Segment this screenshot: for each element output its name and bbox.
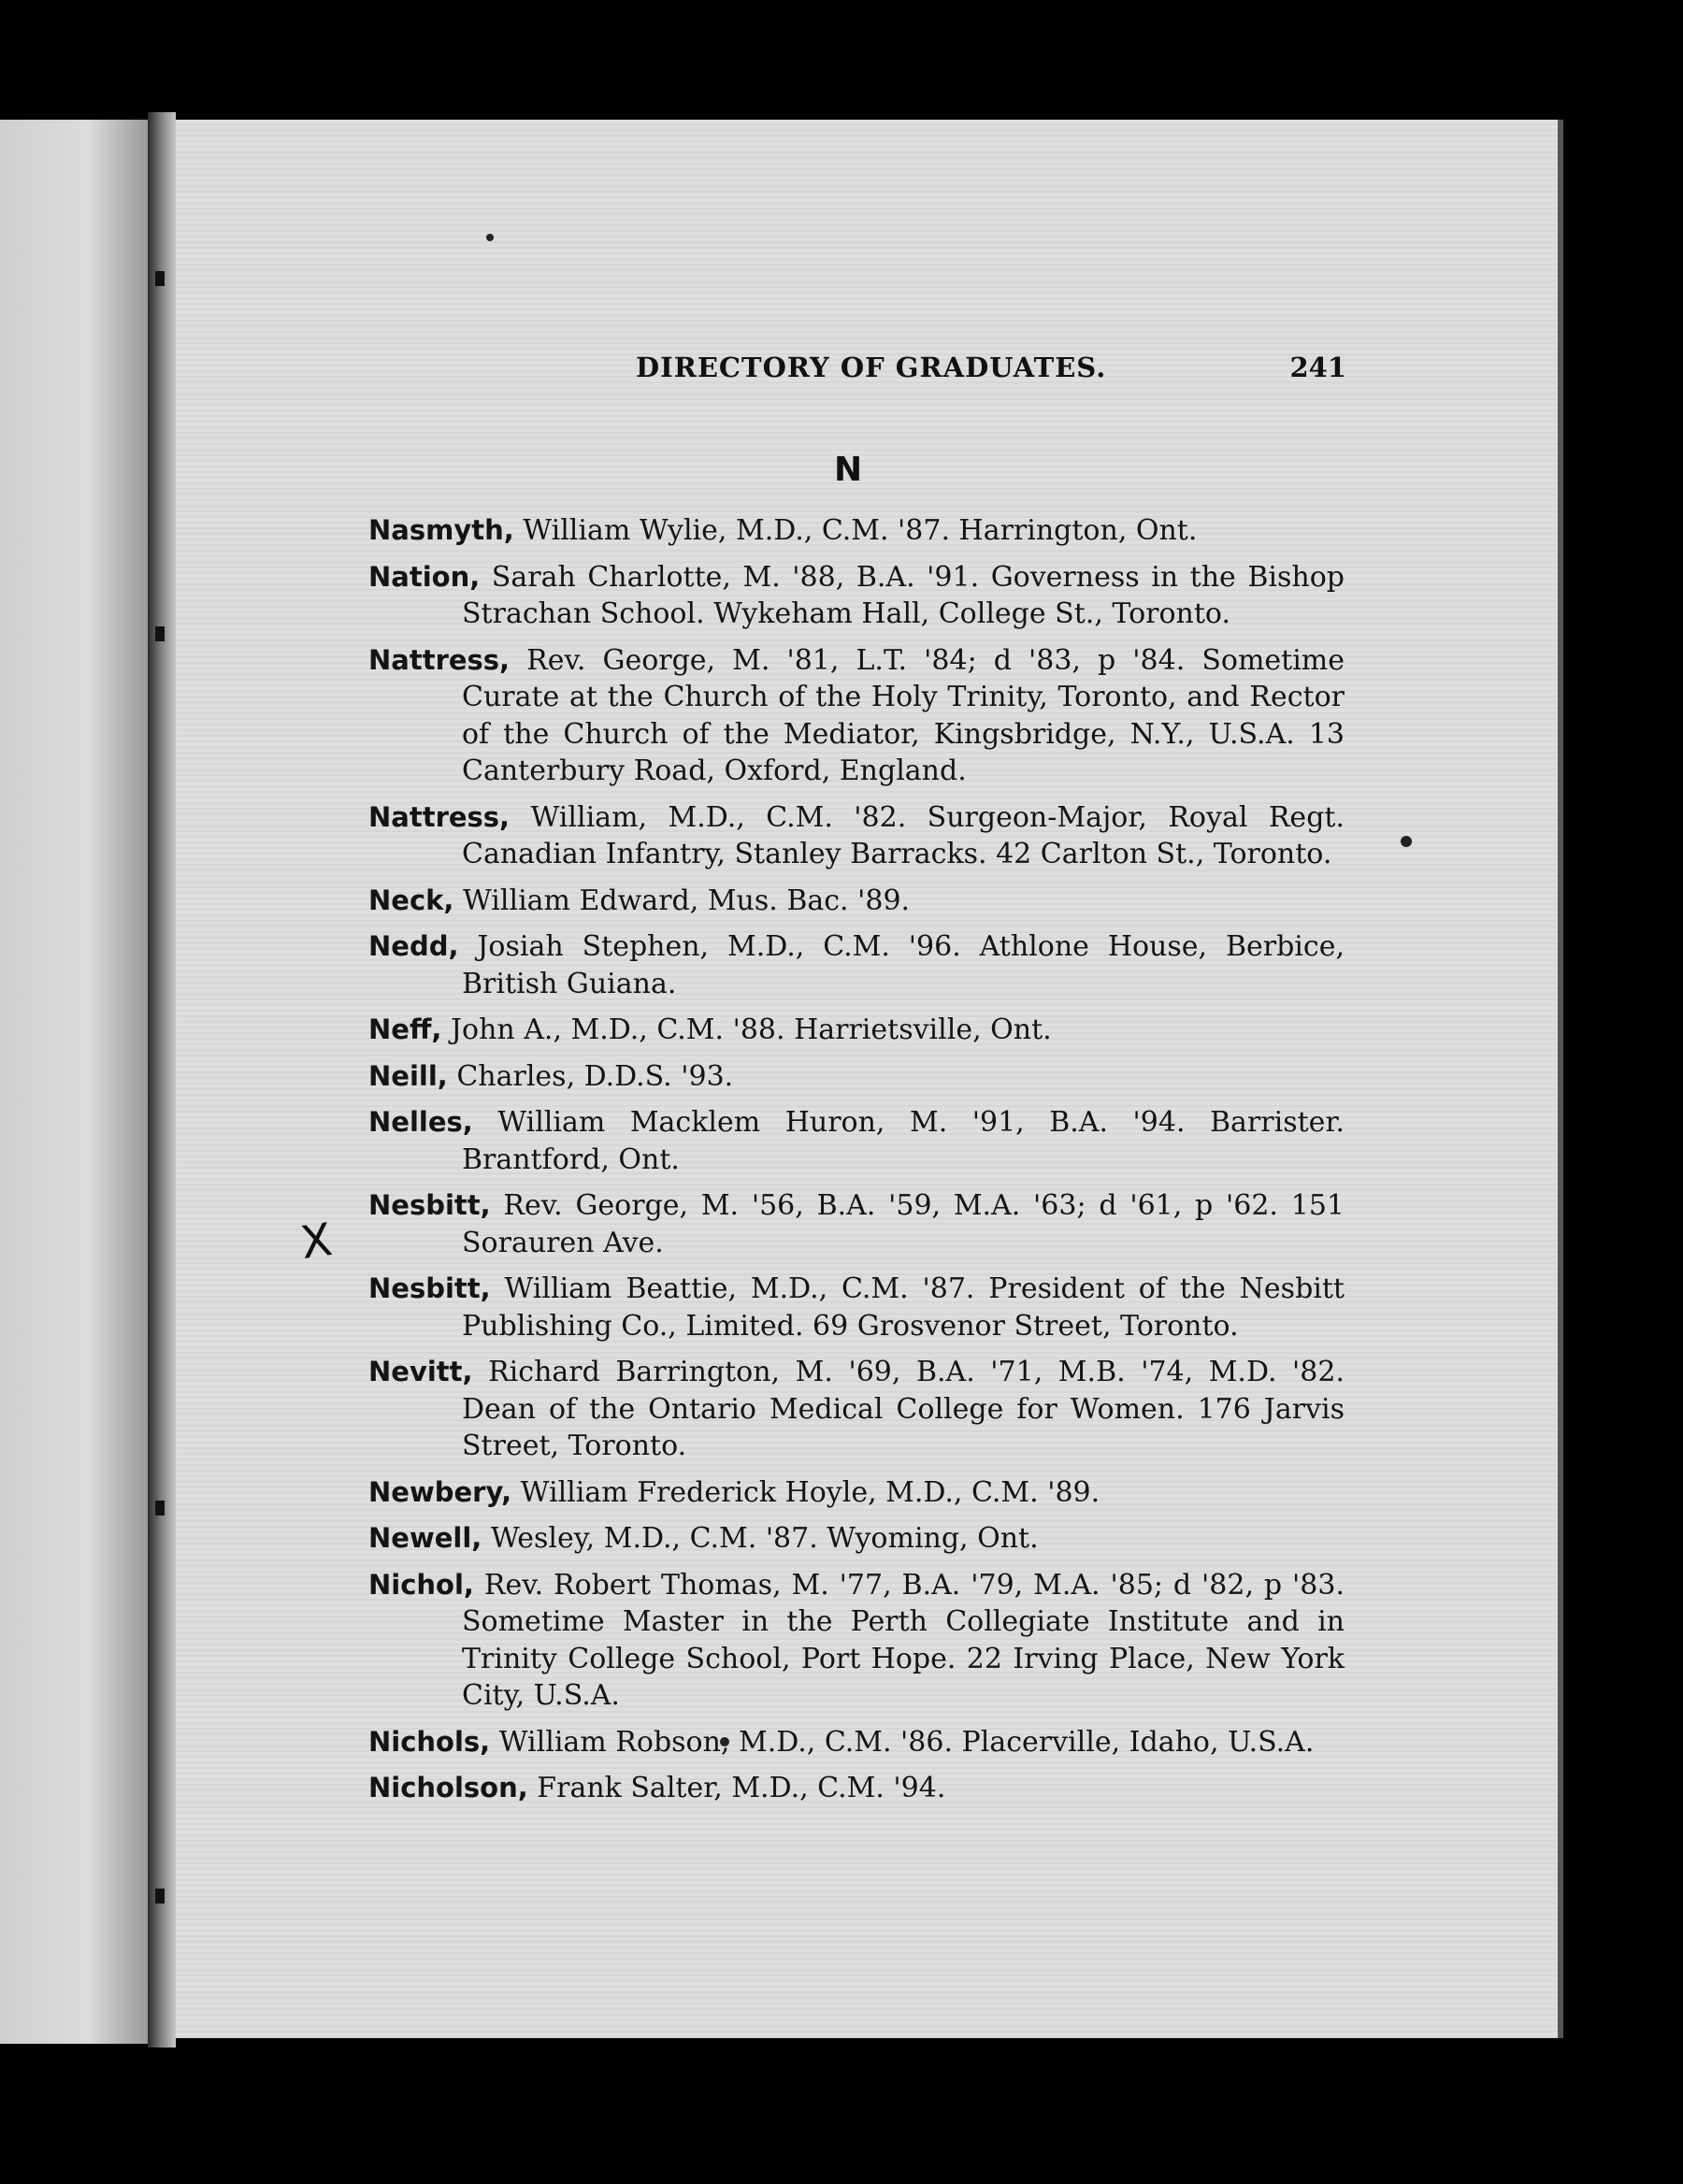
entry-surname: Nevitt,: [368, 1356, 473, 1387]
entry-details: Charles, D.D.S. '93.: [447, 1059, 734, 1093]
directory-entry: [368, 512, 1345, 550]
entry-details: Rev. George, M. '56, B.A. '59, M.A. '63; d '61, p '62. 151 Sorauren Ave.: [462, 1189, 1345, 1259]
binding-mark: [155, 1501, 165, 1516]
running-header: [636, 352, 1346, 398]
entry-surname: Nattress,: [368, 643, 511, 676]
entry-surname: Nattress,: [368, 800, 511, 833]
entry-surname: Newell,: [368, 1522, 482, 1554]
directory-entry: [368, 1354, 1345, 1465]
entry-details: William Edward, Mus. Bac. '89.: [453, 884, 911, 917]
directory-entry: [368, 1474, 1345, 1512]
directory-entry: [368, 1724, 1345, 1761]
entry-surname: Newbery,: [368, 1475, 512, 1508]
directory-entry: [368, 642, 1345, 790]
entry-surname: Nesbitt,: [368, 1189, 491, 1221]
binding-mark: [155, 271, 165, 286]
entry-surname: Nicholson,: [368, 1772, 528, 1803]
entry-details: William Wylie, M.D., C.M. '87. Harrington, Ont.: [513, 514, 1198, 547]
entry-details: William, M.D., C.M. '82. Surgeon-Major, Royal Regt. Canadian Infantry, Stanley Barracks. 42 Carlton St., Toronto.: [462, 800, 1345, 870]
binding-mark: [155, 626, 165, 641]
directory-entries: [368, 512, 1345, 1817]
page-number: 241: [1289, 352, 1346, 383]
entry-details: Frank Salter, M.D., C.M. '94.: [527, 1772, 946, 1804]
directory-entry: [368, 1058, 1345, 1096]
directory-entry: [368, 1104, 1345, 1178]
entry-details: William Beattie, M.D., C.M. '87. President of the Nesbitt Publishing Co., Limited. 69 Grosvenor Street, Toronto.: [462, 1272, 1345, 1343]
entry-details: Richard Barrington, M. '69, B.A. '71, M.B. '74, M.D. '82. Dean of the Ontario Medical College for Women. 176 Jarvis Street, Toronto.: [462, 1356, 1345, 1462]
entry-details: John A., M.D., C.M. '88. Harrietsville, Ont.: [441, 1013, 1052, 1046]
directory-entry: [368, 1271, 1345, 1344]
entry-details: William Robson, M.D., C.M. '86. Placerville, Idaho, U.S.A.: [490, 1725, 1315, 1759]
directory-entry: [368, 1187, 1345, 1261]
directory-entry: [368, 928, 1345, 1002]
entry-details: William Frederick Hoyle, M.D., C.M. '89.: [511, 1475, 1100, 1509]
entry-surname: Neck,: [368, 884, 454, 916]
directory-entry: [368, 1520, 1345, 1558]
directory-entry: [368, 883, 1345, 920]
entry-details: Sarah Charlotte, M. '88, B.A. '91. Governess in the Bishop Strachan School. Wykeham Hall, College St., Toronto.: [462, 560, 1345, 630]
entry-surname: Neff,: [368, 1013, 442, 1045]
entry-surname: Nelles,: [368, 1106, 473, 1138]
directory-entry: [368, 1770, 1345, 1807]
header-title: DIRECTORY OF GRADUATES.: [636, 352, 1107, 383]
ink-speck: [486, 234, 494, 241]
entry-surname: Nasmyth,: [368, 514, 514, 546]
ink-speck: [1401, 836, 1412, 847]
binding-mark: [155, 1889, 165, 1904]
section-letter: N: [834, 451, 863, 489]
directory-entry: [368, 799, 1345, 873]
facing-page-edge: [0, 120, 148, 2044]
directory-entry: [368, 559, 1345, 633]
entry-details: Wesley, M.D., C.M. '87. Wyoming, Ont.: [482, 1522, 1039, 1555]
directory-entry: [368, 1567, 1345, 1715]
entry-surname: Nation,: [368, 560, 481, 593]
page-right-edge: [1558, 120, 1563, 2038]
book-gutter: [148, 112, 176, 2048]
entry-surname: Neill,: [368, 1059, 448, 1092]
entry-surname: Nichol,: [368, 1568, 474, 1601]
entry-surname: Nedd,: [368, 930, 459, 962]
entry-details: Rev. Robert Thomas, M. '77, B.A. '79, M.A. '85; d '82, p '83. Sometime Master in the Perth Collegiate Institute and in Trinity College School, Port Hope. 22 Irving Place, New York City, U.S.A.: [462, 1568, 1345, 1712]
entry-details: Rev. George, M. '81, L.T. '84; d '83, p '84. Sometime Curate at the Church of the Holy Trinity, Toronto, and Rector of the Church of the Mediator, Kingsbridge, N.Y., U.S.A. 13 Canterbury Road, Oxford, England.: [462, 643, 1345, 787]
entry-surname: Nesbitt,: [368, 1272, 491, 1304]
directory-entry: [368, 1012, 1345, 1049]
entry-details: Josiah Stephen, M.D., C.M. '96. Athlone House, Berbice, British Guiana.: [458, 930, 1345, 1000]
handwritten-margin-mark: X: [297, 1213, 336, 1271]
entry-surname: Nichols,: [368, 1725, 491, 1758]
entry-details: William Macklem Huron, M. '91, B.A. '94. Barrister. Brantford, Ont.: [462, 1106, 1345, 1176]
